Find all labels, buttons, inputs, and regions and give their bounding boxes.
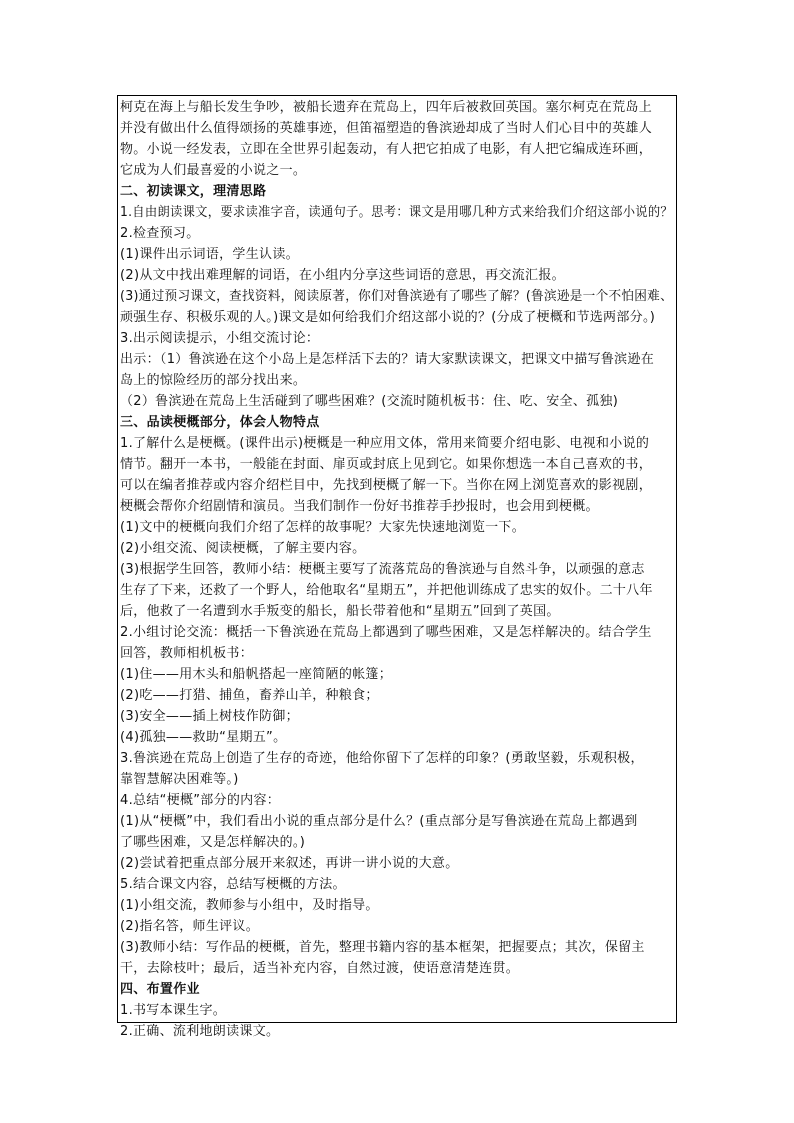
- table-top-rule: [117, 95, 677, 96]
- text-line: 物。小说一经发表，立即在全世界引起轰动，有人把它拍成了电影，有人把它编成连环画，: [120, 142, 653, 157]
- text-line: 它成为人们最喜爱的小说之一。: [120, 163, 307, 178]
- text-line: 后，他救了一名遭到水手叛变的船长，船长带着他和“星期五”回到了英国。: [120, 604, 560, 619]
- text-line: 梗概会帮你介绍剧情和演员。当我们制作一份好书推荐手抄报时，也会用到梗概。: [120, 499, 599, 514]
- text-line: 2.检查预习。: [120, 226, 200, 241]
- text-line: 岛上的惊险经历的部分找出来。: [120, 373, 307, 388]
- text-line: (2)小组交流、阅读梗概，了解主要内容。: [120, 541, 366, 556]
- section-heading: 三、品读梗概部分，体会人物特点: [120, 415, 320, 430]
- text-line: 3.出示阅读提示，小组交流讨论：: [120, 331, 320, 346]
- text-line: 4.总结“梗概”部分的内容：: [120, 793, 281, 808]
- text-line: (2)指名答，师生评议。: [120, 919, 260, 934]
- text-line: 了哪些困难，又是怎样解决的。): [120, 835, 306, 850]
- text-line: 柯克在海上与船长发生争吵，被船长遗弃在荒岛上，四年后被救回英国。塞尔柯克在荒岛上: [120, 100, 653, 115]
- text-line: 1.自由朗读课文，要求读准字音，读通句子。思考：课文是用哪几种方式来给我们介绍这部小说的？: [120, 205, 673, 220]
- text-line: 干，去除枝叶；最后，适当补充内容，自然过渡，使语意清楚连贯。: [120, 961, 520, 976]
- text-line: 并没有做出什么值得颂扬的英雄事迹，但笛福塑造的鲁滨逊却成了当时人们心目中的英雄人: [120, 121, 653, 136]
- text-line: 1.书写本课生字。: [120, 1003, 227, 1018]
- section-heading: 四、布置作业: [120, 982, 200, 997]
- text-line: 出示：（1）鲁滨逊在这个小岛上是怎样活下去的？请大家默读课文，把课文中描写鲁滨逊在: [120, 352, 655, 367]
- text-line: (3)根据学生回答，教师小结：梗概主要写了流落荒岛的鲁滨逊与自然斗争，以顽强的意志: [120, 562, 645, 577]
- text-line: 靠智慧解决困难等。): [120, 772, 239, 787]
- text-line: 回答，教师相机板书：: [120, 646, 254, 661]
- text-line: (3)安全——插上树枝作防御；: [120, 709, 299, 724]
- lesson-cell: [120, 97, 676, 1042]
- text-line: 情节。翻开一本书，一般能在封面、扉页或封底上见到它。如果你想选一本自己喜欢的书，: [120, 457, 653, 472]
- text-line: (1)住——用木头和船帆搭起一座简陋的帐篷；: [120, 667, 393, 682]
- text-line: (1)从“梗概”中，我们看出小说的重点部分是什么？(重点部分是写鲁滨逊在荒岛上都遇到: [120, 814, 638, 829]
- section-heading: 二、初读课文，理清思路: [120, 184, 267, 199]
- text-line: 可以在编者推荐或内容介绍栏目中，先找到梗概了解一下。当你在网上浏览喜欢的影视剧，: [120, 478, 653, 493]
- text-line: 2.小组讨论交流：概括一下鲁滨逊在荒岛上都遇到了哪些困难，又是怎样解决的。结合学生: [120, 625, 652, 640]
- text-line: (1)文中的梗概向我们介绍了怎样的故事呢？大家先快速地浏览一下。: [120, 520, 526, 535]
- text-line: 3.鲁滨逊在荒岛上创造了生存的奇迹，他给你留下了怎样的印象？(勇敢坚毅，乐观积极，: [120, 751, 644, 766]
- text-line: (3)通过预习课文，查找资料，阅读原著，你们对鲁滨逊有了哪些了解？(鲁滨逊是一个不怕困难、: [120, 289, 673, 304]
- text-line: (3)教师小结：写作品的梗概，首先，整理书籍内容的基本框架，把握要点；其次，保留主: [120, 940, 645, 955]
- text-line: 2.正确、流利地朗读课文。: [120, 1024, 280, 1039]
- text-line: (2)吃——打猎、捕鱼，畜养山羊，种粮食；: [120, 688, 379, 703]
- text-line: (2)尝试着把重点部分展开来叙述，再讲一讲小说的大意。: [120, 856, 459, 871]
- text-line: 顽强生存、积极乐观的人。)课文是如何给我们介绍这部小说的？(分成了梗概和节选两部分。): [120, 310, 656, 325]
- text-line: （2）鲁滨逊在荒岛上生活碰到了哪些困难？(交流时随机板书：住、吃、安全、孤独): [120, 394, 619, 409]
- text-line: 1.了解什么是梗概。(课件出示)梗概是一种应用文体，常用来简要介绍电影、电视和小说的: [120, 436, 650, 451]
- text-line: 5.结合课文内容，总结写梗概的方法。: [120, 877, 346, 892]
- text-line: (1)课件出示词语，学生认读。: [120, 247, 299, 262]
- text-line: 生存了下来，还救了一个野人，给他取名“星期五”，并把他训练成了忠实的奴仆。二十八年: [120, 583, 653, 598]
- text-line: (1)小组交流，教师参与小组中，及时指导。: [120, 898, 379, 913]
- text-line: (4)孤独——救助“星期五”。: [120, 730, 287, 745]
- text-line: (2)从文中找出难理解的词语，在小组内分享这些词语的意思，再交流汇报。: [120, 268, 565, 283]
